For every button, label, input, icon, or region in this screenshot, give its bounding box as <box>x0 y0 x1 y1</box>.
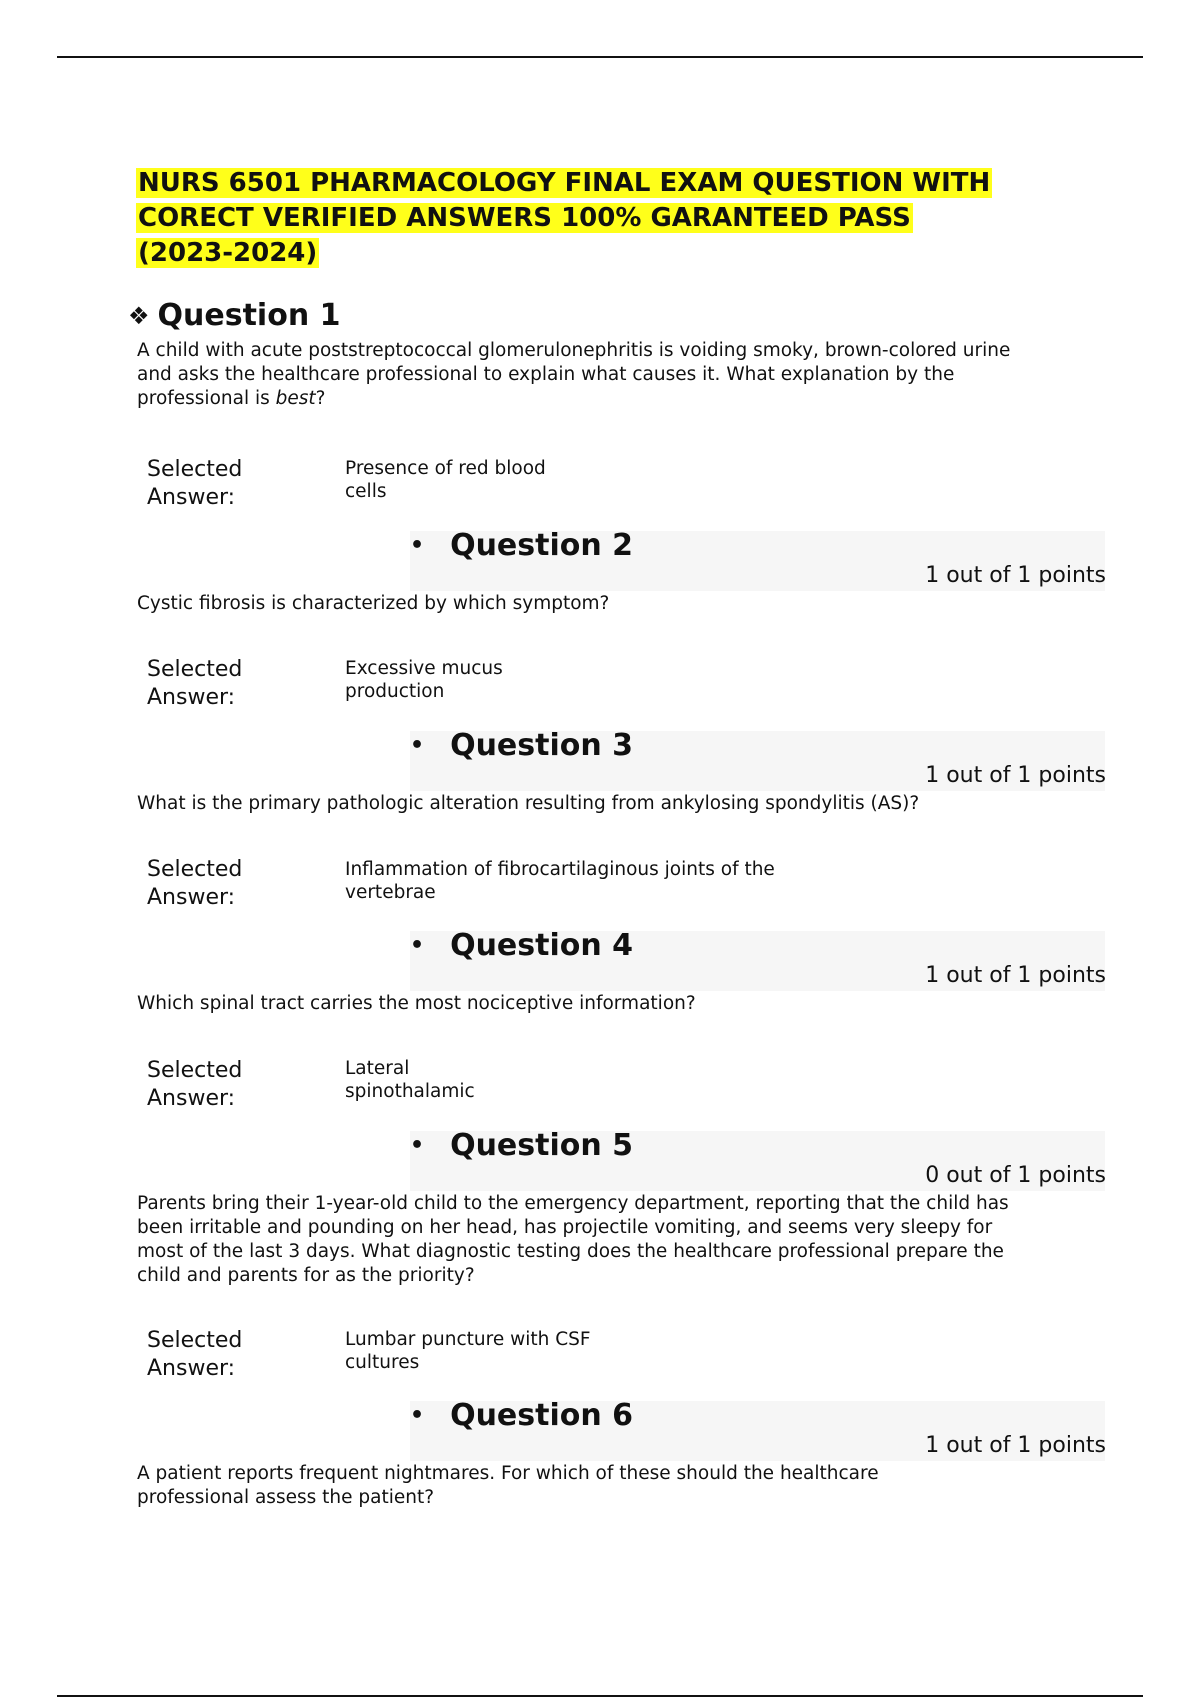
document-title <box>136 166 996 271</box>
question-2-title: Question 2 <box>450 528 634 563</box>
question-6-title: Question 6 <box>450 1398 634 1433</box>
question-2-heading <box>410 528 633 563</box>
selected-answer-5: Lumbar puncture with CSF cultures <box>345 1329 591 1373</box>
question-6-heading <box>410 1398 633 1433</box>
selected-answer-1: Presence of red blood cells <box>345 458 546 502</box>
selected-answer-label-1: Selected Answer: <box>147 457 243 510</box>
question-5-heading <box>410 1128 633 1163</box>
selected-answer-label-4: Selected Answer: <box>147 1058 243 1111</box>
question-4-text: Which spinal tract carries the most nociceptive information? <box>137 993 696 1014</box>
question-4-heading <box>410 928 633 963</box>
bullet-icon: • <box>410 533 425 558</box>
emphasis-best: best <box>275 388 316 409</box>
selected-answer-4: Lateral spinothalamic <box>345 1058 475 1102</box>
selected-answer-2: Excessive mucus production <box>345 658 503 702</box>
question-2-points: 1 out of 1 points <box>925 563 1106 588</box>
question-1-heading <box>128 298 341 333</box>
question-3-points: 1 out of 1 points <box>925 763 1106 788</box>
selected-answer-label-2: Selected Answer: <box>147 657 243 710</box>
question-5-text: Parents bring their 1-year-old child to the emergency department, reporting that the child has been irritable and pounding on her head, has projectile vomiting, and seems very sleepy for most of the last 3 days. What diagnostic testing does the healthcare professional prepare the child and parents for as the priority? <box>137 1193 1009 1286</box>
bullet-icon: • <box>410 1403 425 1428</box>
question-6-points: 1 out of 1 points <box>925 1433 1106 1458</box>
question-4-points: 1 out of 1 points <box>925 963 1106 988</box>
top-rule <box>57 56 1143 58</box>
bullet-icon: • <box>410 733 425 758</box>
diamond-bullet-icon: ❖ <box>128 301 150 330</box>
question-3-text: What is the primary pathologic alteration resulting from ankylosing spondylitis (AS)? <box>137 793 920 814</box>
question-3-heading <box>410 728 633 763</box>
question-5-points: 0 out of 1 points <box>925 1163 1106 1188</box>
selected-answer-label-5: Selected Answer: <box>147 1328 243 1381</box>
bullet-icon: • <box>410 933 425 958</box>
selected-answer-label-3: Selected Answer: <box>147 857 243 910</box>
question-4-title: Question 4 <box>450 928 634 963</box>
bullet-icon: • <box>410 1133 425 1158</box>
question-1-title: Question 1 <box>157 298 341 333</box>
selected-answer-3: Inflammation of fibrocartilaginous joints of the vertebrae <box>345 859 775 903</box>
question-2-text: Cystic fibrosis is characterized by which symptom? <box>137 593 610 614</box>
question-5-title: Question 5 <box>450 1128 634 1163</box>
question-3-title: Question 3 <box>450 728 634 763</box>
question-6-text: A patient reports frequent nightmares. For which of these should the healthcare professional assess the patient? <box>137 1463 879 1508</box>
bottom-rule <box>57 1695 1143 1697</box>
question-1-text: A child with acute poststreptococcal glomerulonephritis is voiding smoky, brown-colored urine and asks the healthcare professional to explain what causes it. What explanation by the professional is best? <box>137 340 1011 409</box>
title-highlight: NURS 6501 PHARMACOLOGY FINAL EXAM QUESTION WITH CORECT VERIFIED ANSWERS 100% GARANTEED PASS (2023-2024) <box>138 168 991 268</box>
